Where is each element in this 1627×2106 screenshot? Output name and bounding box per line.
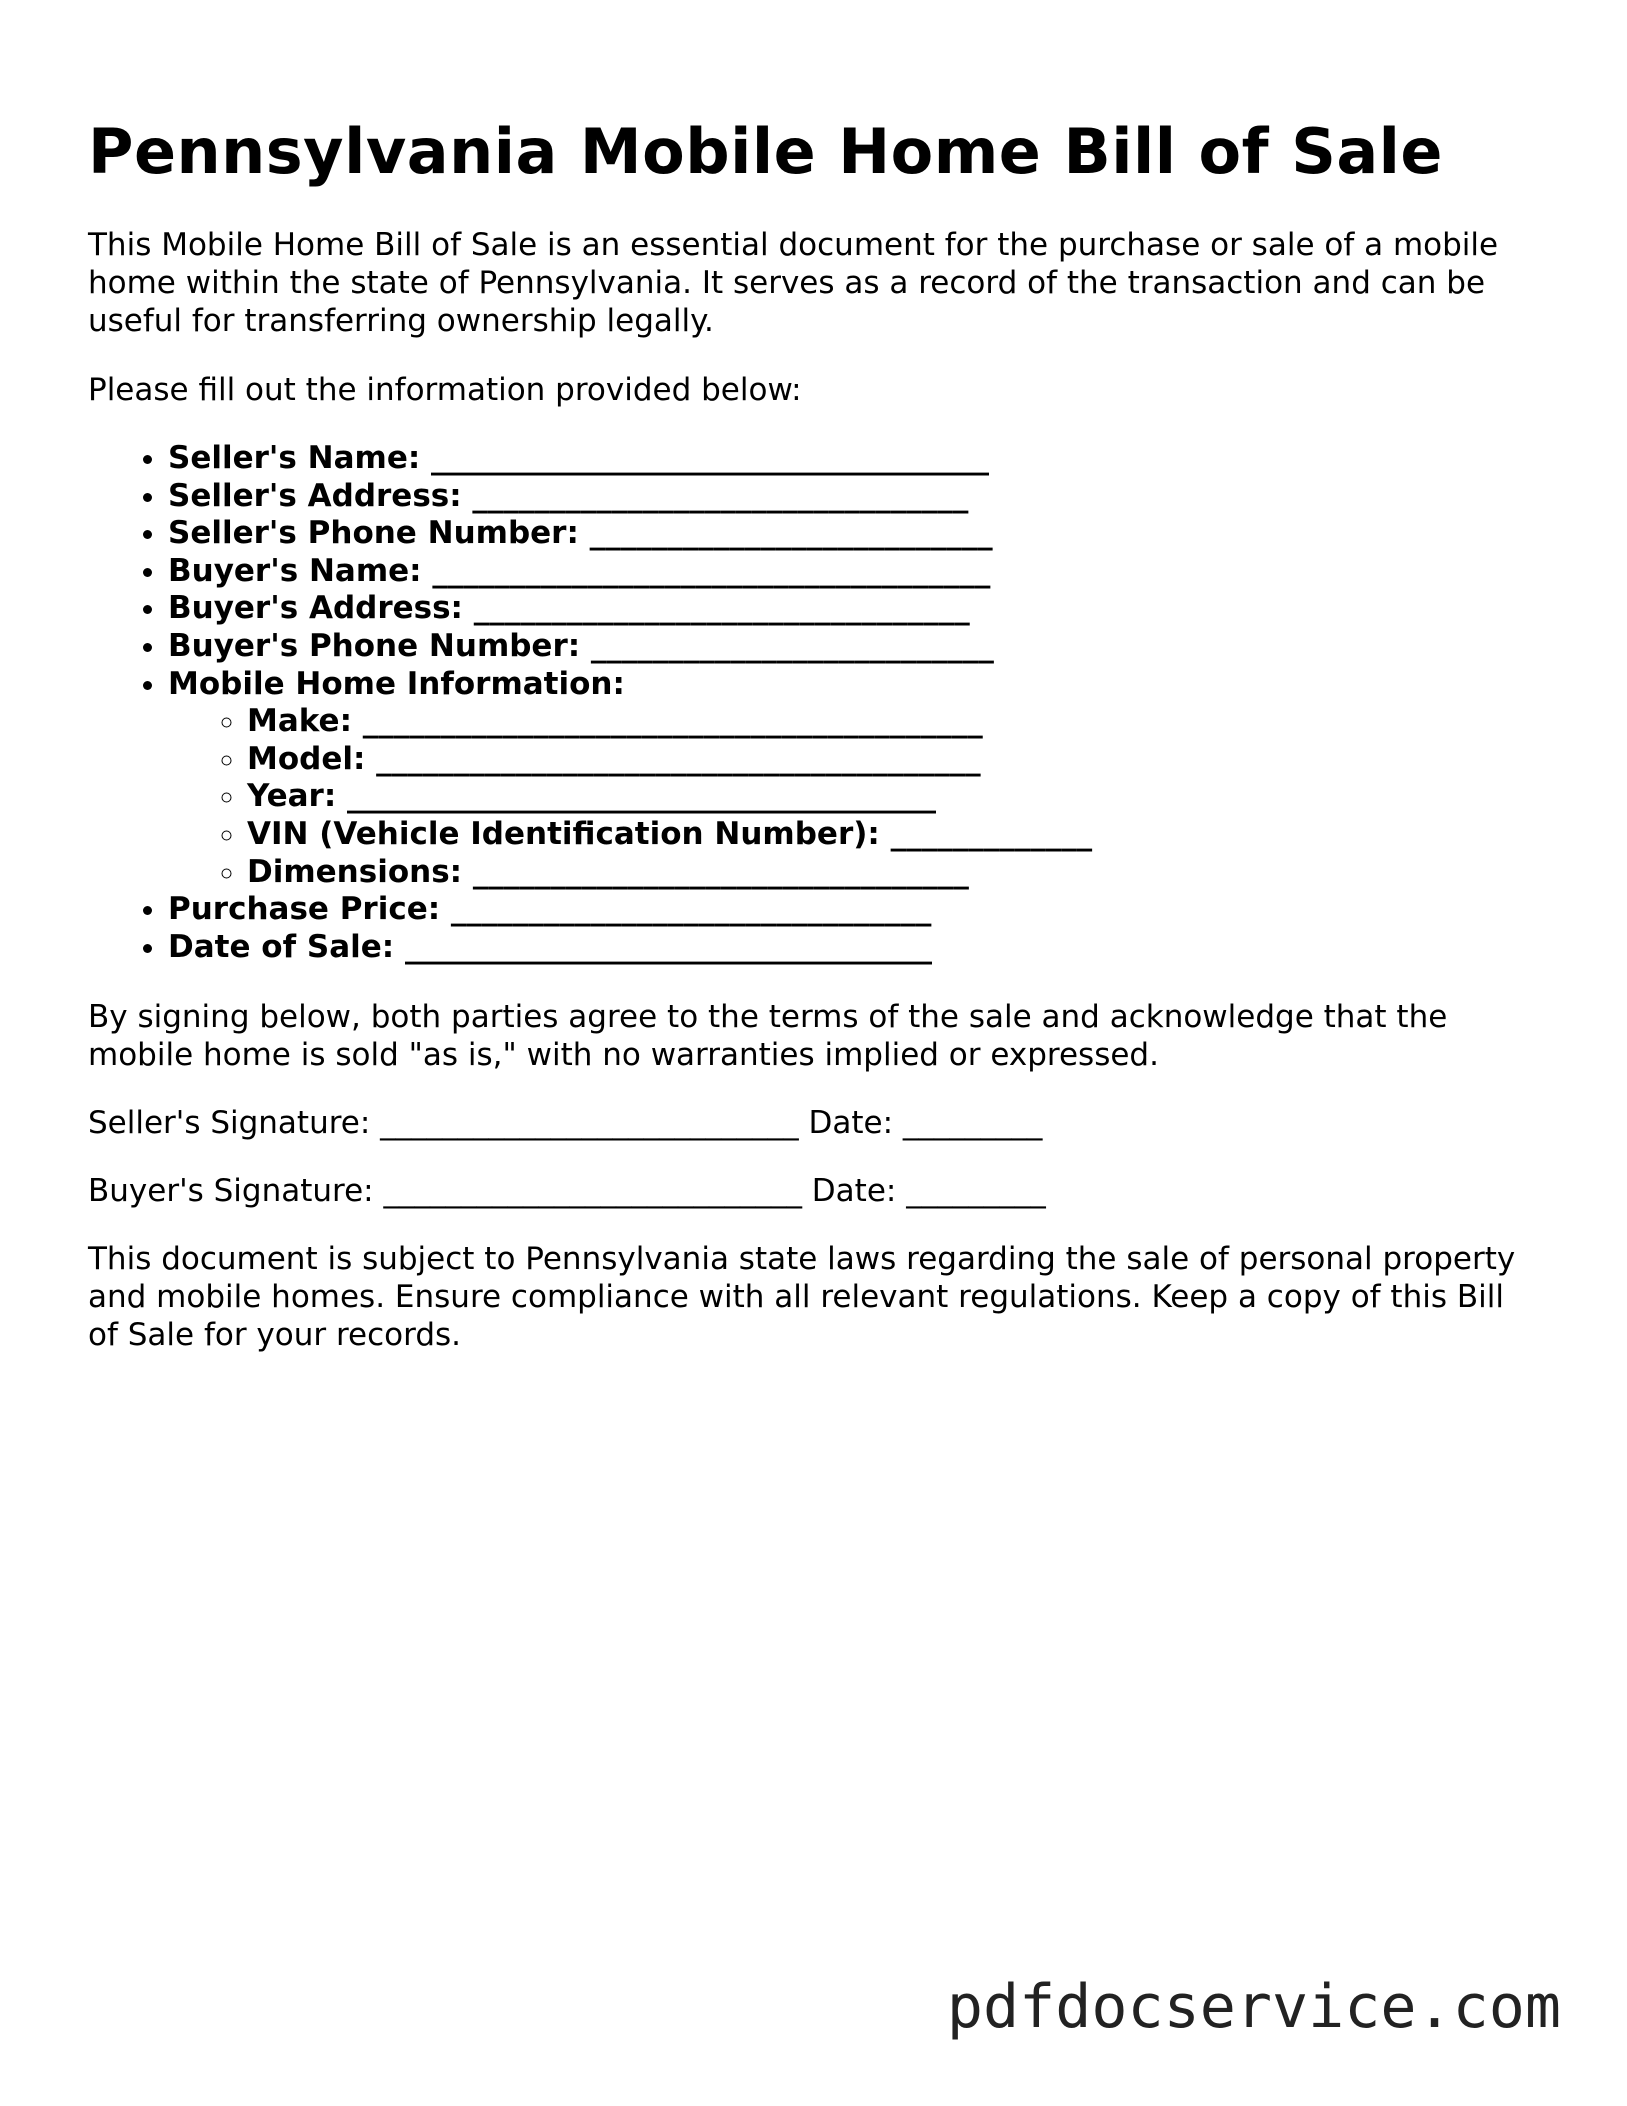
closing-paragraph: This document is subject to Pennsylvania state laws regarding the sale of personal property and mobile homes. Ensure compliance with all relevant regulations. Keep a copy of this Bill of Sale for your records. bbox=[88, 1241, 1516, 1354]
model-field[interactable]: ◦ Model: _______________________________________ bbox=[247, 741, 1538, 779]
purchase-price-field[interactable]: • Purchase Price: _______________________________ bbox=[168, 891, 1538, 929]
mobile-home-info-item bbox=[168, 666, 1538, 892]
date-of-sale-field[interactable]: • Date of Sale: __________________________________ bbox=[168, 929, 1538, 967]
seller-phone-field[interactable]: • Seller's Phone Number: __________________________ bbox=[168, 515, 1538, 553]
buyer-phone-field[interactable]: • Buyer's Phone Number: __________________________ bbox=[168, 628, 1538, 666]
buyer-address-field[interactable]: • Buyer's Address: ________________________________ bbox=[168, 590, 1538, 628]
intro-paragraph: This Mobile Home Bill of Sale is an essential document for the purchase or sale of a mobile home within the state of Pennsylvania. It serves as a record of the transaction and can be useful for transferring ownership legally. bbox=[88, 227, 1499, 339]
agreement-paragraph: By signing below, both parties agree to the terms of the sale and acknowledge that the mobile home is sold "as is," with no warranties implied or expressed. bbox=[88, 999, 1448, 1074]
page-title: Pennsylvania Mobile Home Bill of Sale bbox=[88, 115, 1443, 188]
seller-address-field[interactable]: • Seller's Address: ________________________________ bbox=[168, 478, 1538, 516]
make-field[interactable]: ◦ Make: ________________________________________ bbox=[247, 703, 1538, 741]
dimensions-field[interactable]: ◦ Dimensions: ________________________________ bbox=[247, 854, 1538, 892]
year-field[interactable]: ◦ Year: ______________________________________ bbox=[247, 778, 1538, 816]
mobile-home-subfield-list bbox=[168, 703, 1538, 891]
watermark: pdfdocservice.com bbox=[946, 1972, 1561, 2042]
seller-signature-line[interactable]: Seller's Signature: ___________________________ Date: _________ bbox=[88, 1105, 1043, 1142]
buyer-signature-line[interactable]: Buyer's Signature: ___________________________ Date: _________ bbox=[88, 1173, 1046, 1210]
instruction-text: Please fill out the information provided below: bbox=[88, 372, 802, 408]
mobile-home-info-label: Mobile Home Information: bbox=[168, 665, 625, 702]
vin-field[interactable]: ◦ VIN (Vehicle Identification Number): _____________ bbox=[247, 816, 1538, 854]
document-page bbox=[88, 112, 1538, 1354]
buyer-name-field[interactable]: • Buyer's Name: ____________________________________ bbox=[168, 553, 1538, 591]
form-field-list bbox=[88, 440, 1538, 966]
seller-name-field[interactable]: • Seller's Name: ____________________________________ bbox=[168, 440, 1538, 478]
